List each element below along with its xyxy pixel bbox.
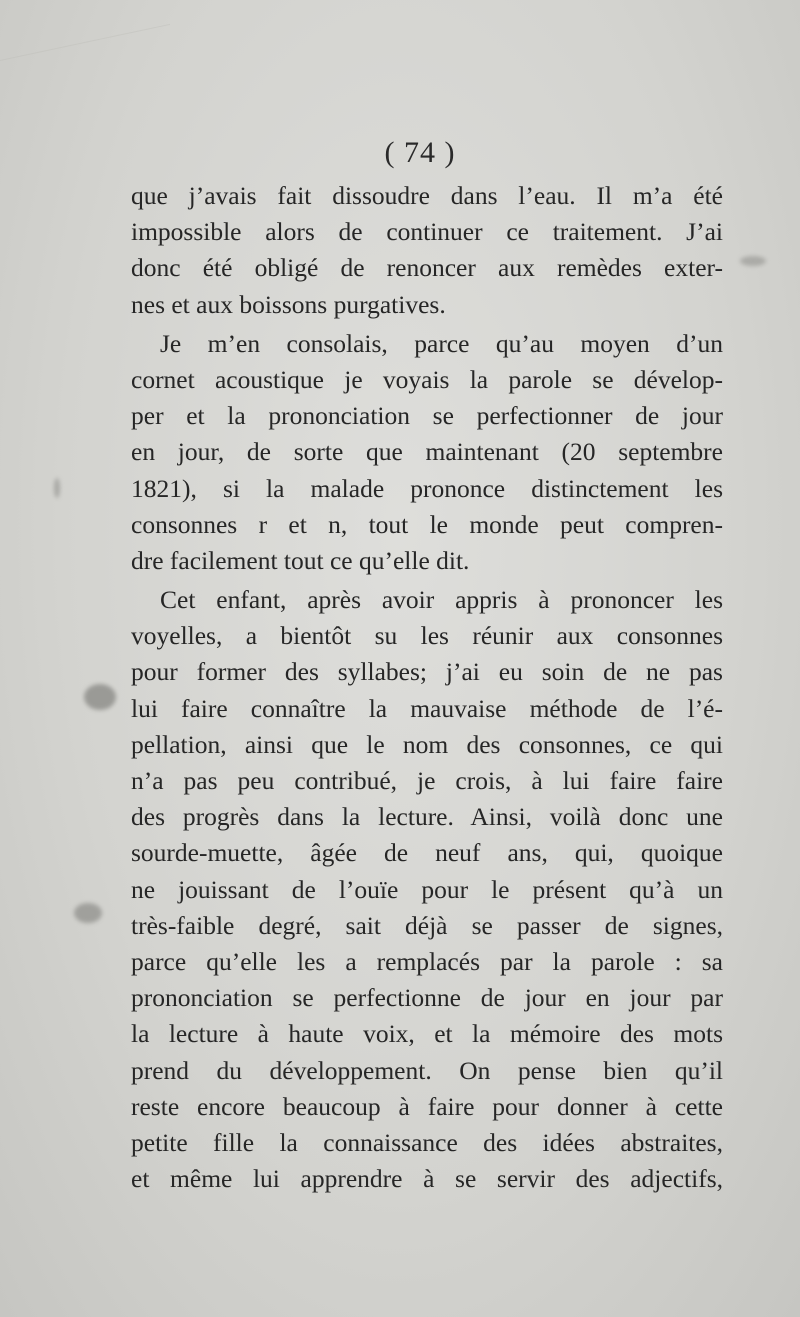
text-line: reste encore beaucoup à faire pour donner à cette: [131, 1091, 723, 1121]
page-number: ( 74 ): [384, 136, 456, 169]
text-line: prend du développement. On pense bien qu’il: [131, 1055, 723, 1085]
ink-smudge: [54, 478, 60, 498]
text-line: per et la prononciation se perfectionner de jour: [131, 401, 723, 431]
text-line: n’a pas peu contribué, je crois, à lui faire faire: [131, 766, 723, 795]
body-text: [131, 178, 723, 1197]
page-corner-fold: [0, 0, 170, 61]
text-line: petite fille la connaissance des idées abstraites,: [131, 1127, 723, 1157]
text-line: pour former des syllabes; j’ai eu soin de ne pas: [131, 657, 723, 687]
text-line: impossible alors de continuer ce traitement. J’ai: [131, 217, 723, 247]
text-line: parce qu’elle les a remplacés par la parole : sa: [131, 946, 723, 976]
text-line: pellation, ainsi que le nom des consonnes, ce qui: [131, 729, 723, 759]
text-line: consonnes r et n, tout le monde peut compren-: [131, 509, 723, 539]
text-line: lui faire connaître la mauvaise méthode de l’é-: [131, 693, 723, 723]
text-line: voyelles, a bientôt su les réunir aux consonnes: [131, 621, 723, 651]
text-line: des progrès dans la lecture. Ainsi, voilà donc une: [131, 802, 723, 832]
text-line: ne jouissant de l’ouïe pour le présent qu’à un: [131, 874, 723, 904]
ink-smudge: [84, 684, 116, 710]
text-line: nes et aux boissons purgatives.: [131, 289, 446, 319]
text-line: sourde-muette, âgée de neuf ans, qui, quoique: [131, 838, 723, 868]
text-line: Cet enfant, après avoir appris à prononcer les: [160, 585, 723, 615]
text-line: donc été obligé de renoncer aux remèdes exter-: [131, 253, 723, 283]
text-line: la lecture à haute voix, et la mémoire des mots: [131, 1019, 723, 1049]
text-line: prononciation se perfectionne de jour en jour par: [131, 983, 723, 1013]
text-line: cornet acoustique je voyais la parole se dévelop-: [131, 364, 723, 394]
text-line: en jour, de sorte que maintenant (20 septembre: [131, 437, 723, 467]
text-line: et même lui apprendre à se servir des adjectifs,: [131, 1164, 723, 1194]
text-line: que j’avais fait dissoudre dans l’eau. Il m’a été: [131, 181, 723, 210]
text-line: Je m’en consolais, parce qu’au moyen d’un: [160, 328, 723, 358]
ink-smudge: [74, 903, 102, 923]
text-line: très-faible degré, sait déjà se passer de signes,: [131, 910, 723, 940]
ink-smudge: [740, 256, 766, 266]
text-line: 1821), si la malade prononce distinctement les: [131, 473, 723, 503]
text-line: dre facilement tout ce qu’elle dit.: [131, 545, 470, 575]
